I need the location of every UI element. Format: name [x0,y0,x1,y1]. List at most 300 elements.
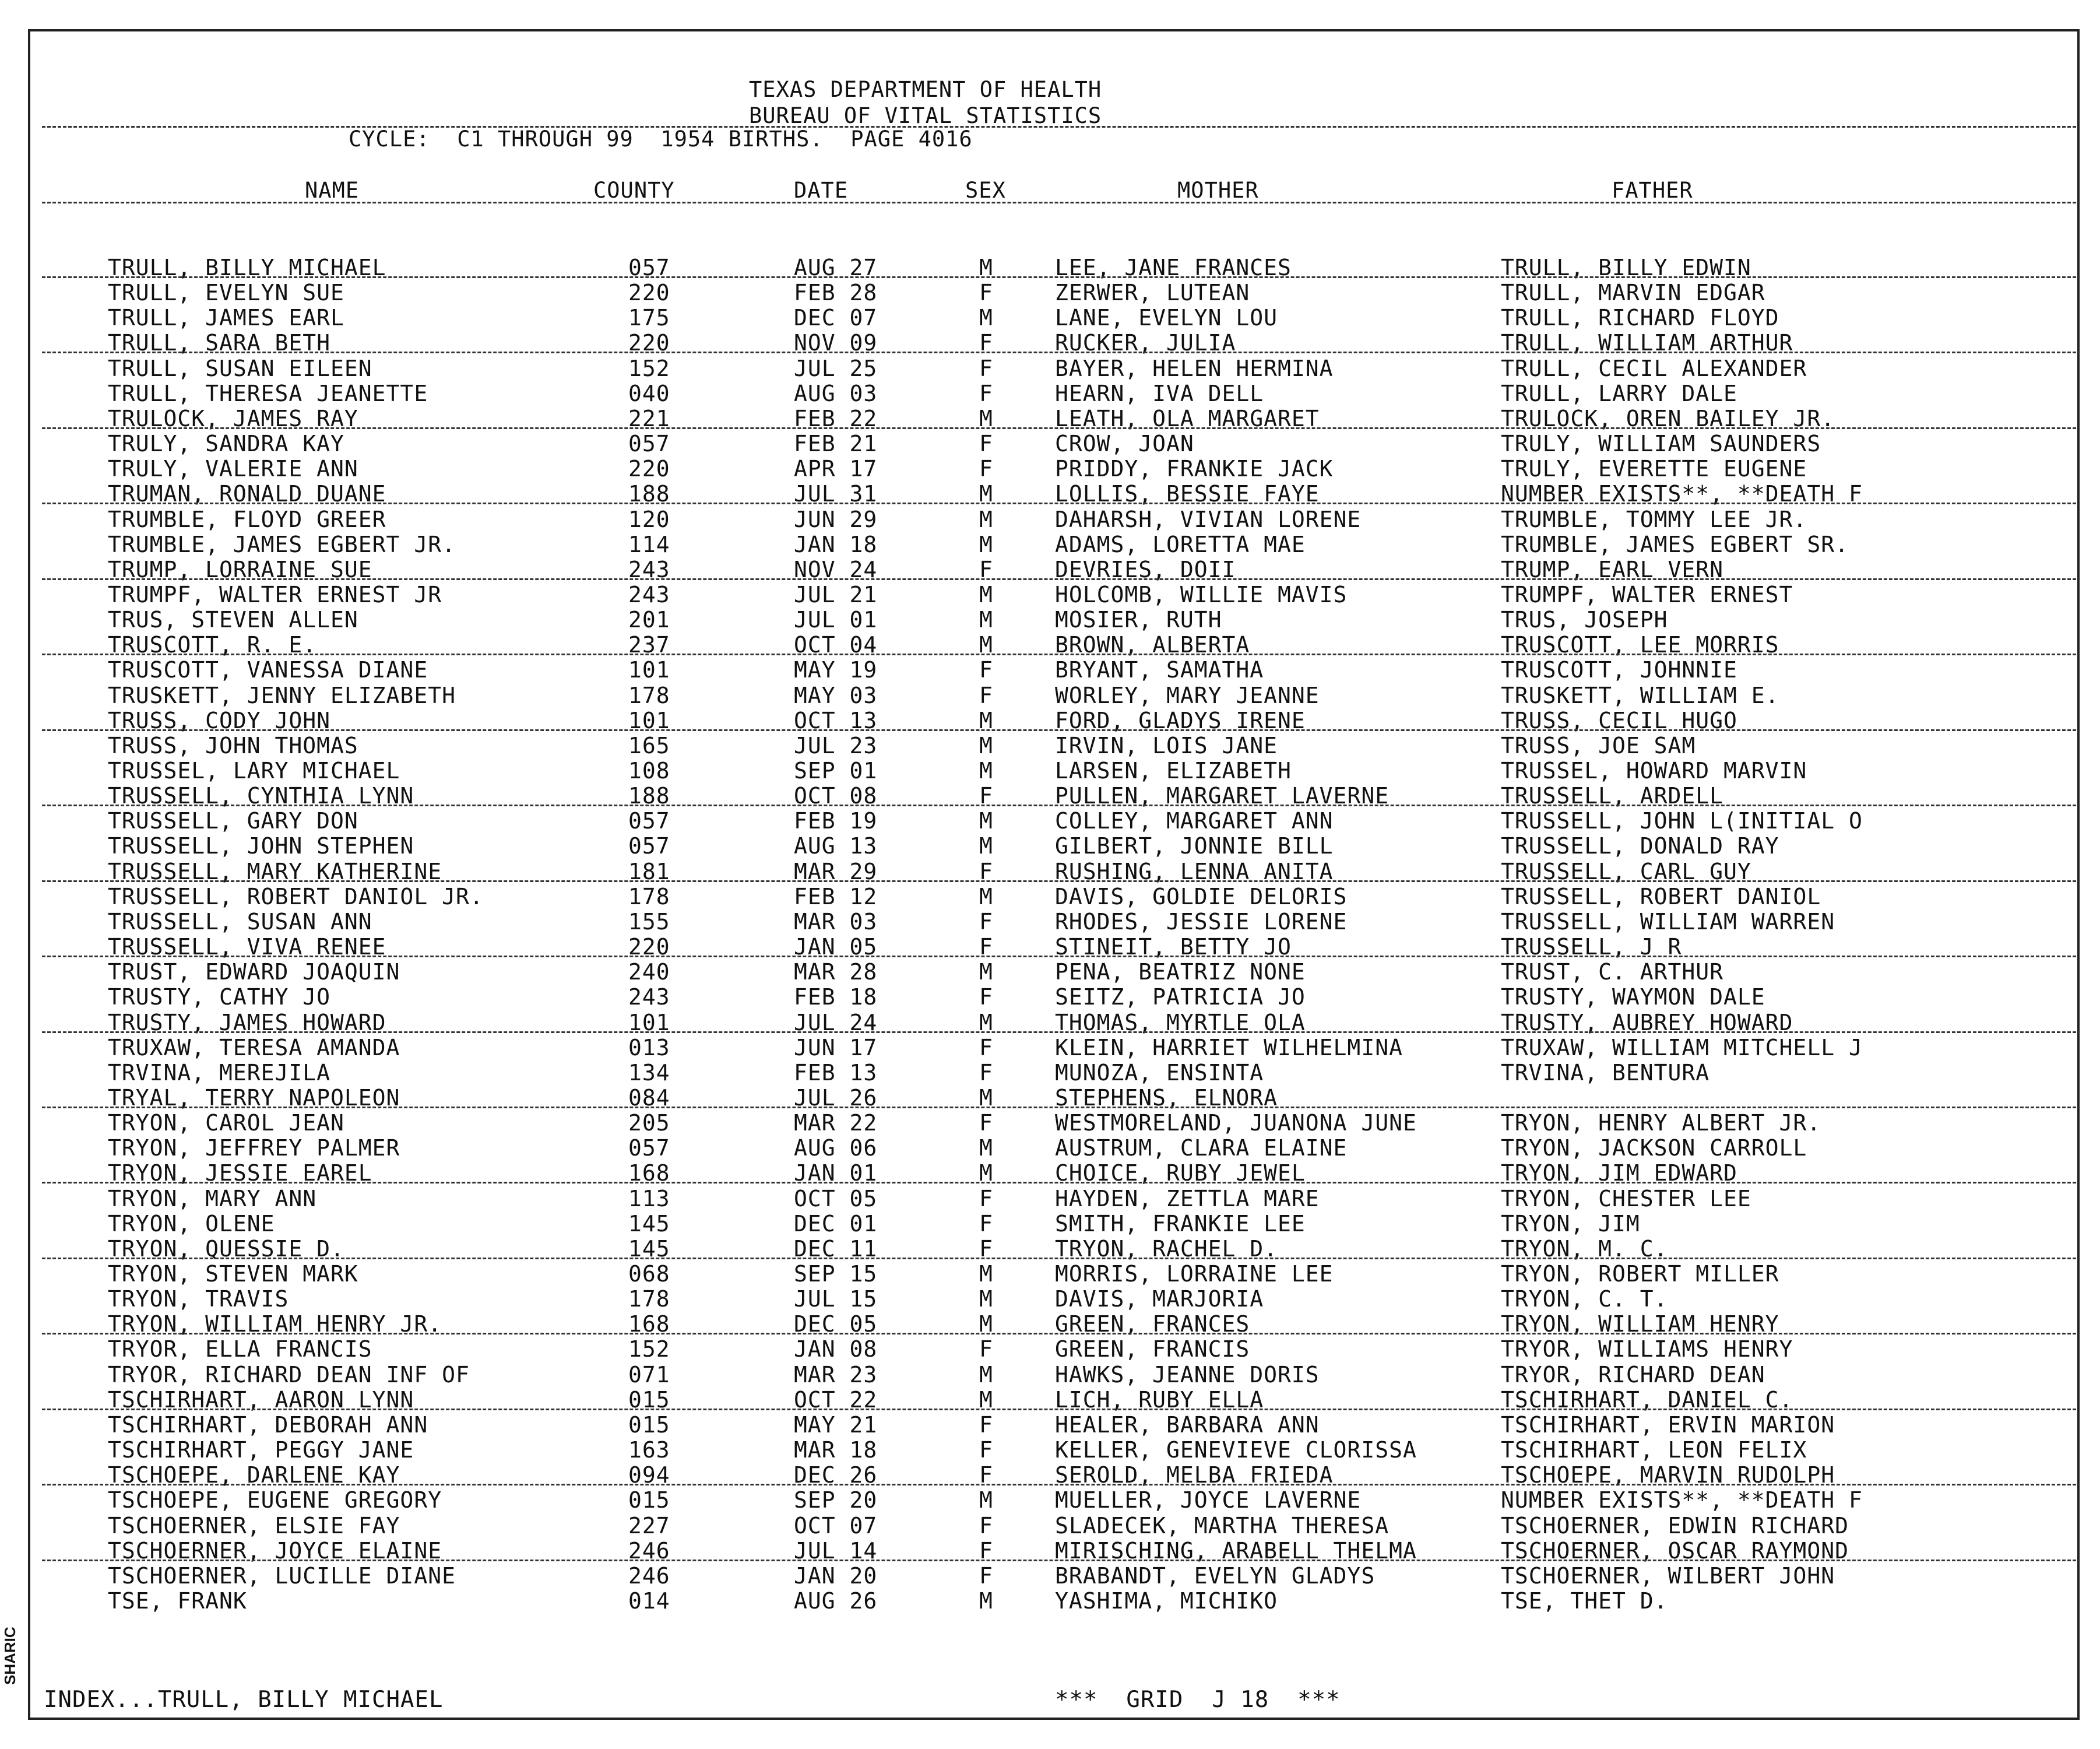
record-name: TRUMPF, WALTER ERNEST JR [108,582,442,607]
record-name: TRYON, MARY ANN [108,1186,317,1211]
record-name: TRULL, JAMES EARL [108,305,344,331]
record-county: 175 [628,305,670,331]
record-father: TRUSSELL, ROBERT DANIOL [1501,884,1821,909]
record-county: 145 [628,1236,670,1262]
record-father: TRULL, LARRY DALE [1501,381,1737,406]
record-sex: M [979,884,993,909]
record-sex: M [979,1487,993,1513]
record-mother: PENA, BEATRIZ NONE [1055,959,1306,985]
record-mother: DAHARSH, VIVIAN LORENE [1055,507,1362,532]
record-mother: LARSEN, ELIZABETH [1055,758,1292,784]
record-date: SEP 15 [794,1261,878,1287]
record-name: TRUSCOTT, R. E. [108,632,317,658]
record-father: TSCHOERNER, EDWIN RICHARD [1501,1513,1849,1539]
record-sex: M [979,808,993,834]
record-sex: F [979,1563,993,1589]
record-county: 163 [628,1437,670,1463]
record-father: TRYON, JIM EDWARD [1501,1160,1737,1186]
record-county: 237 [628,632,670,658]
record-county: 165 [628,733,670,758]
record-county: 188 [628,481,670,507]
record-date: FEB 12 [794,884,878,909]
header-line2: BUREAU OF VITAL STATISTICS [749,103,1102,128]
record-date: AUG 27 [794,255,878,280]
record-name: TRUST, EDWARD JOAQUIN [108,959,400,985]
record-county: 152 [628,356,670,381]
record-sex: F [979,1186,993,1211]
record-mother: TRYON, RACHEL D. [1055,1236,1278,1262]
row-divider [42,805,2076,806]
record-county: 145 [628,1211,670,1237]
record-name: TRYON, TRAVIS [108,1286,289,1312]
record-mother: FORD, GLADYS IRENE [1055,708,1306,733]
record-name: TRYAL, TERRY NAPOLEON [108,1085,400,1111]
record-father: TSCHOERNER, WILBERT JOHN [1501,1563,1835,1589]
record-name: TRUSKETT, JENNY ELIZABETH [108,683,456,708]
record-date: JAN 08 [794,1336,878,1362]
record-county: 101 [628,657,670,683]
record-father: TRUSS, CECIL HUGO [1501,708,1737,733]
record-date: SEP 01 [794,758,878,784]
record-mother: BRABANDT, EVELYN GLADYS [1055,1563,1376,1589]
record-sex: F [979,1336,993,1362]
record-mother: SMITH, FRANKIE LEE [1055,1211,1306,1237]
record-mother: KELLER, GENEVIEVE CLORISSA [1055,1437,1417,1463]
record-county: 152 [628,1336,670,1362]
record-date: MAY 21 [794,1412,878,1438]
record-name: TRUSTY, CATHY JO [108,984,331,1010]
record-sex: F [979,683,993,708]
record-father: TRULL, MARVIN EDGAR [1501,280,1765,305]
record-father: TRUST, C. ARTHUR [1501,959,1724,985]
record-sex: M [979,507,993,532]
record-sex: M [979,532,993,557]
row-divider [42,1409,2076,1410]
record-sex: F [979,1412,993,1438]
record-county: 168 [628,1311,670,1337]
record-sex: M [979,607,993,633]
record-date: AUG 06 [794,1135,878,1161]
record-name: TRUSSELL, VIVA RENEE [108,934,386,960]
record-county: 221 [628,406,670,431]
record-name: TRULY, SANDRA KAY [108,431,344,456]
record-date: FEB 18 [794,984,878,1010]
record-county: 243 [628,984,670,1010]
row-divider [42,578,2076,580]
record-sex: M [979,1286,993,1312]
record-sex: M [979,959,993,985]
record-mother: RUCKER, JULIA [1055,330,1236,356]
record-mother: DAVIS, GOLDIE DELORIS [1055,884,1348,909]
record-mother: PULLEN, MARGARET LAVERNE [1055,783,1390,809]
record-county: 178 [628,1286,670,1312]
record-date: JAN 20 [794,1563,878,1589]
record-date: MAR 29 [794,859,878,884]
row-divider [42,1031,2076,1033]
record-mother: HOLCOMB, WILLIE MAVIS [1055,582,1348,607]
record-mother: HEARN, IVA DELL [1055,381,1264,406]
record-date: MAR 22 [794,1110,878,1136]
record-date: AUG 26 [794,1588,878,1614]
row-divider [42,1484,2076,1485]
record-date: AUG 03 [794,381,878,406]
record-father: NUMBER EXISTS**, **DEATH F [1501,1487,1863,1513]
record-sex: F [979,934,993,960]
record-county: 201 [628,607,670,633]
record-mother: KLEIN, HARRIET WILHELMINA [1055,1035,1403,1060]
record-date: FEB 21 [794,431,878,456]
record-mother: HAWKS, JEANNE DORIS [1055,1362,1320,1388]
record-county: 015 [628,1412,670,1438]
record-county: 057 [628,833,670,859]
footer-index: INDEX...TRULL, BILLY MICHAEL [44,1687,444,1713]
record-date: JUL 21 [794,582,878,607]
record-name: TSCHOERNER, LUCILLE DIANE [108,1563,456,1589]
row-divider [42,1258,2076,1259]
record-date: JUL 01 [794,607,878,633]
record-county: 155 [628,909,670,935]
row-divider [42,654,2076,655]
record-father: TRUSTY, WAYMON DALE [1501,984,1765,1010]
record-sex: M [979,255,993,280]
divider [42,202,2076,203]
record-county: 014 [628,1588,670,1614]
record-date: NOV 09 [794,330,878,356]
record-name: TRUSSEL, LARY MICHAEL [108,758,400,784]
record-sex: F [979,1035,993,1060]
record-name: TRULL, SARA BETH [108,330,331,356]
row-divider [42,729,2076,731]
record-date: JAN 01 [794,1160,878,1186]
record-sex: M [979,1261,993,1287]
record-mother: DEVRIES, DOII [1055,557,1236,582]
record-name: TSCHOEPE, EUGENE GREGORY [108,1487,442,1513]
record-name: TSCHIRHART, DEBORAH ANN [108,1412,428,1438]
record-county: 188 [628,783,670,809]
header-cycle: CYCLE: C1 THROUGH 99 1954 BIRTHS. PAGE 4016 [349,127,973,152]
record-name: TRYON, JEFFREY PALMER [108,1135,400,1161]
record-name: TRULL, BILLY MICHAEL [108,255,386,280]
record-date: DEC 11 [794,1236,878,1262]
record-county: 246 [628,1538,670,1564]
record-name: TRUSTY, JAMES HOWARD [108,1010,386,1035]
record-date: SEP 20 [794,1487,878,1513]
record-father: TRYOR, WILLIAMS HENRY [1501,1336,1793,1362]
record-mother: HAYDEN, ZETTLA MARE [1055,1186,1320,1211]
record-mother: LICH, RUBY ELLA [1055,1387,1264,1413]
record-name: TRYOR, ELLA FRANCIS [108,1336,372,1362]
record-sex: F [979,1437,993,1463]
record-father: TRUSSELL, WILLIAM WARREN [1501,909,1835,935]
row-divider [42,276,2076,278]
record-mother: GREEN, FRANCES [1055,1311,1250,1337]
record-sex: M [979,305,993,331]
record-mother: LEATH, OLA MARGARET [1055,406,1320,431]
record-date: OCT 13 [794,708,878,733]
record-name: TRYON, WILLIAM HENRY JR. [108,1311,442,1337]
record-father: TRUMP, EARL VERN [1501,557,1724,582]
record-mother: MUELLER, JOYCE LAVERNE [1055,1487,1362,1513]
record-county: 108 [628,758,670,784]
record-date: MAR 28 [794,959,878,985]
record-mother: ZERWER, LUTEAN [1055,280,1250,305]
record-father: TRVINA, BENTURA [1501,1060,1710,1086]
column-date: DATE [794,178,849,203]
record-sex: F [979,356,993,381]
record-county: 084 [628,1085,670,1111]
record-county: 015 [628,1487,670,1513]
record-name: TRYON, CAROL JEAN [108,1110,344,1136]
column-mother: MOTHER [1177,178,1259,203]
record-county: 113 [628,1186,670,1211]
record-father: TRUSCOTT, JOHNNIE [1501,657,1737,683]
record-date: MAR 03 [794,909,878,935]
record-father: TRULL, RICHARD FLOYD [1501,305,1779,331]
record-sex: M [979,1085,993,1111]
record-sex: M [979,406,993,431]
record-name: TRUMAN, RONALD DUANE [108,481,386,507]
record-date: JUL 15 [794,1286,878,1312]
record-mother: THOMAS, MYRTLE OLA [1055,1010,1306,1035]
record-sex: M [979,733,993,758]
record-father: TRYON, M. C. [1501,1236,1668,1262]
record-father: TRUSSEL, HOWARD MARVIN [1501,758,1807,784]
record-mother: MIRISCHING, ARABELL THELMA [1055,1538,1417,1564]
row-divider [42,1560,2076,1561]
record-county: 057 [628,255,670,280]
record-name: TRULY, VALERIE ANN [108,456,358,482]
record-father: TSCHIRHART, ERVIN MARION [1501,1412,1835,1438]
record-county: 220 [628,280,670,305]
record-county: 013 [628,1035,670,1060]
record-sex: M [979,1387,993,1413]
record-date: JUN 29 [794,507,878,532]
divider [42,126,2076,128]
record-name: TRUS, STEVEN ALLEN [108,607,358,633]
column-sex: SEX [965,178,1006,203]
record-date: FEB 22 [794,406,878,431]
record-name: TRUMP, LORRAINE SUE [108,557,372,582]
row-divider [42,427,2076,429]
record-name: TRYON, OLENE [108,1211,275,1237]
column-county: COUNTY [593,178,675,203]
record-name: TSE, FRANK [108,1588,247,1614]
record-county: 205 [628,1110,670,1136]
record-county: 057 [628,431,670,456]
record-sex: F [979,557,993,582]
record-name: TRUSCOTT, VANESSA DIANE [108,657,428,683]
record-county: 040 [628,381,670,406]
record-name: TSCHIRHART, AARON LYNN [108,1387,414,1413]
record-date: FEB 13 [794,1060,878,1086]
record-father: TRUMPF, WALTER ERNEST [1501,582,1793,607]
record-mother: LEE, JANE FRANCES [1055,255,1292,280]
record-name: TRUSSELL, CYNTHIA LYNN [108,783,414,809]
row-divider [42,956,2076,957]
record-father: TRULY, EVERETTE EUGENE [1501,456,1807,482]
record-county: 101 [628,1010,670,1035]
record-date: JUL 26 [794,1085,878,1111]
record-father: TRYOR, RICHARD DEAN [1501,1362,1765,1388]
record-date: APR 17 [794,456,878,482]
record-name: TRUXAW, TERESA AMANDA [108,1035,400,1060]
record-name: TSCHOERNER, JOYCE ELAINE [108,1538,442,1564]
record-mother: DAVIS, MARJORIA [1055,1286,1264,1312]
record-father: TRUMBLE, TOMMY LEE JR. [1501,507,1807,532]
record-father: TRUSTY, AUBREY HOWARD [1501,1010,1793,1035]
record-sex: F [979,859,993,884]
record-sex: F [979,456,993,482]
record-sex: M [979,833,993,859]
record-name: TRUSSELL, JOHN STEPHEN [108,833,414,859]
record-mother: ADAMS, LORETTA MAE [1055,532,1306,557]
record-name: TRYON, JESSIE EAREL [108,1160,372,1186]
record-mother: CROW, JOAN [1055,431,1194,456]
record-sex: M [979,1311,993,1337]
record-sex: F [979,381,993,406]
row-divider [42,1182,2076,1183]
record-father: TRUSKETT, WILLIAM E. [1501,683,1779,708]
record-name: TRULL, EVELYN SUE [108,280,344,305]
record-name: TRUMBLE, FLOYD GREER [108,507,386,532]
record-mother: BAYER, HELEN HERMINA [1055,356,1334,381]
record-county: 057 [628,1135,670,1161]
record-name: TRUSSELL, SUSAN ANN [108,909,372,935]
record-father: TSCHOERNER, OSCAR RAYMOND [1501,1538,1849,1564]
record-mother: MOSIER, RUTH [1055,607,1222,633]
record-sex: M [979,481,993,507]
record-county: 168 [628,1160,670,1186]
record-sex: F [979,984,993,1010]
record-father: TRYON, CHESTER LEE [1501,1186,1751,1211]
record-date: MAY 19 [794,657,878,683]
record-date: JUL 25 [794,356,878,381]
record-sex: F [979,1211,993,1237]
record-mother: LOLLIS, BESSIE FAYE [1055,481,1320,507]
record-father: TRULY, WILLIAM SAUNDERS [1501,431,1821,456]
record-date: OCT 08 [794,783,878,809]
record-county: 101 [628,708,670,733]
record-sex: M [979,1010,993,1035]
record-date: OCT 05 [794,1186,878,1211]
record-mother: SEROLD, MELBA FRIEDA [1055,1462,1334,1488]
record-name: TRUSSELL, MARY KATHERINE [108,859,442,884]
row-divider [42,1333,2076,1334]
record-name: TRVINA, MEREJILA [108,1060,331,1086]
record-sex: M [979,1160,993,1186]
record-father: TRULL, CECIL ALEXANDER [1501,356,1807,381]
record-sex: F [979,280,993,305]
record-county: 134 [628,1060,670,1086]
record-mother: GREEN, FRANCIS [1055,1336,1250,1362]
record-name: TRULL, SUSAN EILEEN [108,356,372,381]
record-sex: F [979,1110,993,1136]
record-father: TRUSSELL, CARL GUY [1501,859,1751,884]
record-mother: PRIDDY, FRANKIE JACK [1055,456,1334,482]
record-county: 181 [628,859,670,884]
record-father: TRYON, JACKSON CARROLL [1501,1135,1807,1161]
record-father: TRYON, ROBERT MILLER [1501,1261,1779,1287]
side-label: SHARIC [1,1627,19,1685]
record-father: TRUMBLE, JAMES EGBERT SR. [1501,532,1849,557]
record-father: TRUSSELL, JOHN L(INITIAL O [1501,808,1863,834]
record-father: TSCHOEPE, MARVIN RUDOLPH [1501,1462,1835,1488]
record-date: AUG 13 [794,833,878,859]
record-county: 057 [628,808,670,834]
record-father: TRYON, HENRY ALBERT JR. [1501,1110,1821,1136]
record-father: TRUS, JOSEPH [1501,607,1668,633]
record-county: 240 [628,959,670,985]
record-date: DEC 26 [794,1462,878,1488]
record-name: TRYOR, RICHARD DEAN INF OF [108,1362,470,1388]
record-county: 068 [628,1261,670,1287]
record-sex: F [979,1538,993,1564]
record-name: TRULL, THERESA JEANETTE [108,381,428,406]
record-father: NUMBER EXISTS**, **DEATH F [1501,481,1863,507]
record-sex: F [979,909,993,935]
record-father: TSE, THET D. [1501,1588,1668,1614]
record-sex: F [979,1060,993,1086]
record-father: TRUSSELL, ARDELL [1501,783,1724,809]
record-sex: M [979,632,993,658]
record-father: TRULL, BILLY EDWIN [1501,255,1751,280]
record-name: TRUSS, JOHN THOMAS [108,733,358,758]
record-mother: MORRIS, LORRAINE LEE [1055,1261,1334,1287]
record-sex: M [979,1588,993,1614]
record-sex: M [979,758,993,784]
record-sex: F [979,657,993,683]
record-county: 015 [628,1387,670,1413]
record-county: 114 [628,532,670,557]
record-date: DEC 05 [794,1311,878,1337]
record-date: DEC 01 [794,1211,878,1237]
record-date: JAN 05 [794,934,878,960]
record-county: 227 [628,1513,670,1539]
record-mother: WESTMORELAND, JUANONA JUNE [1055,1110,1417,1136]
record-father: TRUSSELL, DONALD RAY [1501,833,1779,859]
record-mother: RHODES, JESSIE LORENE [1055,909,1348,935]
record-date: OCT 22 [794,1387,878,1413]
record-sex: M [979,582,993,607]
record-mother: BRYANT, SAMATHA [1055,657,1264,683]
record-sex: F [979,783,993,809]
record-father: TRUXAW, WILLIAM MITCHELL J [1501,1035,1863,1060]
record-mother: SEITZ, PATRICIA JO [1055,984,1306,1010]
row-divider [42,352,2076,353]
record-name: TRUSSELL, ROBERT DANIOL JR. [108,884,484,909]
column-father: FATHER [1612,178,1693,203]
record-date: DEC 07 [794,305,878,331]
record-date: JUL 24 [794,1010,878,1035]
record-name: TSCHOEPE, DARLENE KAY [108,1462,400,1488]
record-name: TSCHIRHART, PEGGY JANE [108,1437,414,1463]
record-father: TSCHIRHART, DANIEL C. [1501,1387,1793,1413]
record-mother: COLLEY, MARGARET ANN [1055,808,1334,834]
record-date: JUL 14 [794,1538,878,1564]
record-sex: F [979,1236,993,1262]
record-mother: MUNOZA, ENSINTA [1055,1060,1264,1086]
record-county: 220 [628,456,670,482]
record-county: 243 [628,582,670,607]
record-sex: F [979,1513,993,1539]
record-county: 094 [628,1462,670,1488]
record-father: TSCHIRHART, LEON FELIX [1501,1437,1807,1463]
record-date: MAR 23 [794,1362,878,1388]
column-name: NAME [305,178,360,203]
record-date: MAY 03 [794,683,878,708]
record-father: TRUSCOTT, LEE MORRIS [1501,632,1779,658]
record-name: TRYON, QUESSIE D. [108,1236,344,1262]
